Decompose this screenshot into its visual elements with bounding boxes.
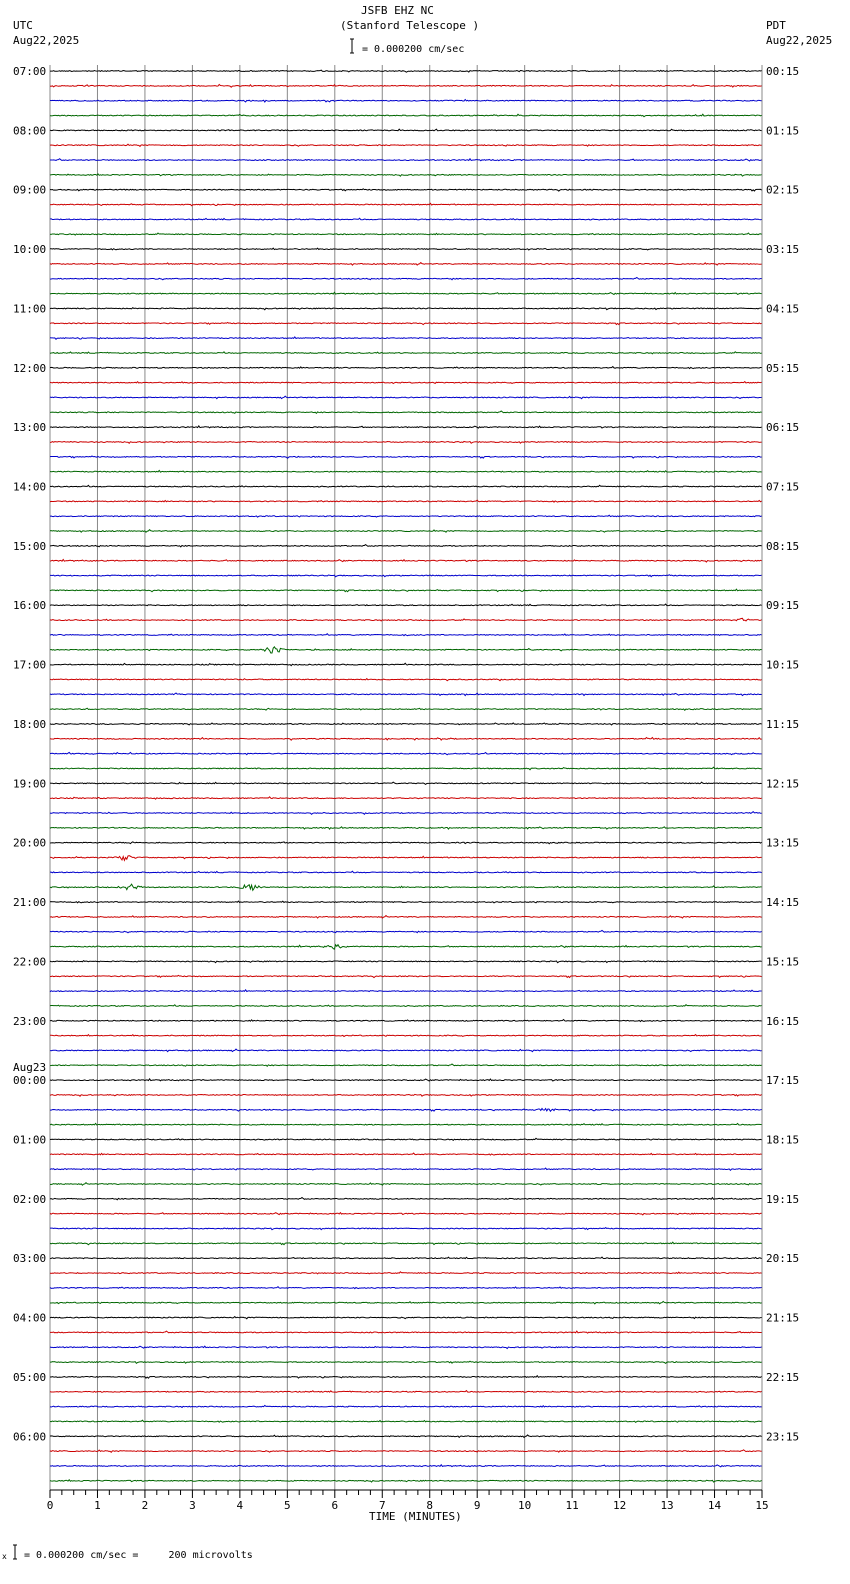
- pdt-time-label: 17:15: [766, 1074, 800, 1088]
- utc-hour-label: 15:00: [13, 539, 47, 553]
- pdt-time-label: 10:15: [766, 658, 800, 672]
- seismic-trace: [50, 961, 762, 963]
- pdt-time-label: 14:15: [766, 896, 800, 910]
- seismic-trace: [50, 1228, 762, 1230]
- seismic-trace: [50, 930, 762, 932]
- seismic-trace: [50, 842, 762, 844]
- seismic-trace: [50, 1317, 762, 1319]
- seismic-trace: [50, 337, 762, 339]
- seismic-trace: [50, 1035, 762, 1037]
- utc-hour-label: 23:00: [13, 1014, 47, 1028]
- pdt-time-label: 23:15: [766, 1430, 800, 1444]
- x-tick-label: 13: [660, 1499, 674, 1512]
- seismic-trace: [50, 174, 762, 176]
- utc-hour-label: 09:00: [13, 183, 47, 197]
- utc-zone-label: UTC: [13, 19, 33, 32]
- seismic-trace: [50, 1480, 762, 1482]
- seismic-trace: [50, 470, 762, 472]
- seismic-trace: [50, 500, 762, 502]
- scale-bar: [13, 39, 354, 1559]
- seismic-trace: [50, 604, 762, 606]
- x-tick-label: 0: [46, 1499, 54, 1512]
- seismic-trace: [50, 1272, 762, 1274]
- utc-hour-label: 13:00: [13, 421, 47, 435]
- seismic-trace: [50, 545, 762, 547]
- utc-date-label: Aug22,2025: [13, 34, 80, 47]
- pdt-time-label: 06:15: [766, 421, 800, 435]
- x-tick-label: 2: [141, 1499, 149, 1512]
- seismic-trace: [50, 1450, 762, 1452]
- seismic-trace: [50, 263, 762, 266]
- seismic-trace: [50, 485, 762, 487]
- x-tick-label: 12: [612, 1499, 627, 1512]
- seismic-trace: [50, 663, 762, 665]
- seismic-trace: [50, 1242, 762, 1245]
- utc-hour-label: 12:00: [13, 361, 47, 375]
- seismic-trace: [50, 1183, 762, 1186]
- x-tick-label: 15: [755, 1499, 769, 1512]
- pdt-zone-label: PDT: [766, 19, 786, 32]
- pdt-time-label: 19:15: [766, 1192, 800, 1206]
- pdt-time-label: 07:15: [766, 480, 800, 494]
- seismic-trace: [50, 575, 762, 577]
- utc-hour-label: 14:00: [13, 480, 47, 494]
- seismic-trace: [50, 308, 762, 310]
- pdt-time-label: 21:15: [766, 1311, 800, 1325]
- pdt-time-label: 16:15: [766, 1014, 800, 1028]
- seismic-trace: [50, 708, 762, 710]
- seismic-trace: [50, 975, 762, 977]
- seismic-trace: [50, 1435, 762, 1437]
- utc-hour-label: 07:00: [13, 65, 47, 78]
- seismic-trace: [50, 723, 762, 725]
- seismic-trace: [50, 856, 762, 861]
- pdt-time-label: 22:15: [766, 1370, 800, 1384]
- pdt-time-label: 05:15: [766, 361, 800, 375]
- seismic-trace: [50, 352, 762, 354]
- station-title: JSFB EHZ NC: [361, 4, 434, 17]
- seismic-trace: [50, 1420, 762, 1422]
- seismic-trace: [50, 1376, 762, 1379]
- seismic-trace: [50, 515, 762, 517]
- seismic-trace: [50, 1109, 762, 1112]
- seismic-trace: [50, 1257, 762, 1259]
- utc-hour-label: 04:00: [13, 1311, 47, 1325]
- seismic-trace: [50, 99, 762, 101]
- trace-group: [50, 70, 762, 1482]
- x-tick-label: 8: [426, 1499, 434, 1512]
- x-tick-label: 4: [236, 1499, 244, 1512]
- pdt-time-label: 04:15: [766, 302, 800, 316]
- seismic-trace: [50, 382, 762, 384]
- seismic-trace: [50, 1301, 762, 1303]
- seismic-trace: [50, 322, 762, 324]
- seismic-trace: [50, 233, 762, 235]
- pdt-time-label: 20:15: [766, 1252, 800, 1266]
- pdt-time-label: 00:15: [766, 65, 800, 78]
- seismic-trace: [50, 618, 762, 621]
- x-tick-label: 10: [518, 1499, 532, 1512]
- pdt-time-label: 01:15: [766, 124, 800, 138]
- seismic-trace: [50, 1138, 762, 1140]
- x-tick-label: 6: [331, 1499, 339, 1512]
- seismic-trace: [50, 129, 762, 131]
- x-tick-label: 14: [707, 1499, 722, 1512]
- seismic-trace: [50, 1079, 762, 1081]
- utc-hour-label: 03:00: [13, 1252, 47, 1266]
- seismic-trace: [50, 441, 762, 443]
- seismic-trace: [50, 1465, 762, 1467]
- seismic-trace: [50, 1094, 762, 1096]
- x-axis: [47, 1490, 769, 1512]
- utc-hour-label: 11:00: [13, 302, 47, 316]
- seismic-trace: [50, 738, 762, 741]
- utc-hour-label: 17:00: [13, 658, 47, 672]
- seismic-trace: [50, 647, 762, 653]
- x-tick-label: 7: [378, 1499, 386, 1512]
- seismic-trace: [50, 1049, 762, 1052]
- utc-hour-label: 16:00: [13, 599, 47, 613]
- seismic-trace: [50, 144, 762, 146]
- seismic-trace: [50, 752, 762, 754]
- x-tick-label: 5: [284, 1499, 291, 1512]
- seismic-trace: [50, 114, 762, 117]
- seismic-trace: [50, 679, 762, 681]
- seismic-trace: [50, 634, 762, 636]
- utc-hour-label: 10:00: [13, 243, 47, 257]
- footer-scale-label: = 0.000200 cm/sec = 200 microvolts: [24, 1550, 253, 1561]
- utc-hour-label: 05:00: [13, 1370, 47, 1384]
- seismic-trace: [50, 203, 762, 205]
- seismic-trace: [50, 411, 762, 413]
- seismic-trace: [50, 884, 762, 890]
- seismic-trace: [50, 1213, 762, 1215]
- seismic-trace: [50, 812, 762, 815]
- seismic-trace: [50, 1153, 762, 1155]
- seismic-trace: [50, 456, 762, 458]
- footer-marker: x: [2, 1552, 7, 1561]
- x-tick-label: 11: [565, 1499, 579, 1512]
- seismic-trace: [50, 693, 762, 696]
- seismic-trace: [50, 782, 762, 784]
- utc-hour-label: 01:00: [13, 1133, 47, 1147]
- x-tick-label: 9: [473, 1499, 481, 1512]
- utc-hour-label: 20:00: [13, 836, 47, 850]
- seismic-trace: [50, 1198, 762, 1200]
- seismic-trace: [50, 396, 762, 399]
- utc-hour-label: 18:00: [13, 717, 47, 731]
- seismic-trace: [50, 827, 762, 829]
- utc-hour-label: 08:00: [13, 124, 47, 138]
- pdt-time-label: 12:15: [766, 777, 800, 791]
- station-location: (Stanford Telescope ): [340, 19, 480, 32]
- pdt-time-label: 13:15: [766, 836, 800, 850]
- x-tick-label: 3: [189, 1499, 196, 1512]
- seismic-trace: [50, 189, 762, 191]
- seismic-trace: [50, 530, 762, 533]
- seismic-trace: [50, 1346, 762, 1348]
- seismic-trace: [50, 589, 762, 592]
- date-change-label: Aug23: [13, 1061, 47, 1074]
- x-tick-label: 1: [94, 1499, 101, 1512]
- utc-hour-label: 00:00: [13, 1074, 47, 1088]
- seismic-trace: [50, 1405, 762, 1407]
- pdt-time-label: 09:15: [766, 599, 800, 613]
- seismic-trace: [50, 367, 762, 369]
- seismic-trace: [50, 559, 762, 562]
- utc-hour-label: 02:00: [13, 1192, 47, 1206]
- utc-hour-label: 19:00: [13, 777, 47, 791]
- seismic-trace: [50, 85, 762, 88]
- seismic-trace: [50, 1287, 762, 1289]
- pdt-time-label: 02:15: [766, 183, 800, 197]
- seismic-trace: [50, 277, 762, 279]
- utc-hour-label: 22:00: [13, 955, 47, 969]
- seismic-trace: [50, 901, 762, 903]
- seismic-trace: [50, 159, 762, 161]
- seismic-trace: [50, 1361, 762, 1363]
- seismic-trace: [50, 1391, 762, 1393]
- seismic-trace: [50, 990, 762, 992]
- utc-hour-label: 21:00: [13, 896, 47, 910]
- pdt-time-label: 08:15: [766, 539, 800, 553]
- seismic-trace: [50, 1064, 762, 1066]
- pdt-time-label: 03:15: [766, 243, 800, 257]
- seismic-trace: [50, 767, 762, 770]
- seismic-trace: [50, 70, 762, 72]
- seismic-trace: [50, 1168, 762, 1170]
- pdt-date-label: Aug22,2025: [766, 34, 833, 47]
- x-axis-title: TIME (MINUTES): [369, 1510, 462, 1523]
- seismic-trace: [50, 292, 762, 294]
- utc-hour-label: 06:00: [13, 1430, 47, 1444]
- seismic-trace: [50, 1020, 762, 1022]
- scale-label: = 0.000200 cm/sec: [362, 44, 465, 55]
- seismic-trace: [50, 426, 762, 428]
- seismic-trace: [50, 871, 762, 873]
- seismic-trace: [50, 248, 762, 250]
- pdt-time-label: 11:15: [766, 717, 800, 731]
- seismic-trace: [50, 1005, 762, 1007]
- seismic-trace: [50, 916, 762, 919]
- pdt-time-label: 18:15: [766, 1133, 800, 1147]
- seismic-trace: [50, 1123, 762, 1125]
- seismic-trace: [50, 1331, 762, 1333]
- seismic-trace: [50, 945, 762, 950]
- seismic-trace: [50, 797, 762, 799]
- pdt-time-label: 15:15: [766, 955, 800, 969]
- seismic-trace: [50, 218, 762, 220]
